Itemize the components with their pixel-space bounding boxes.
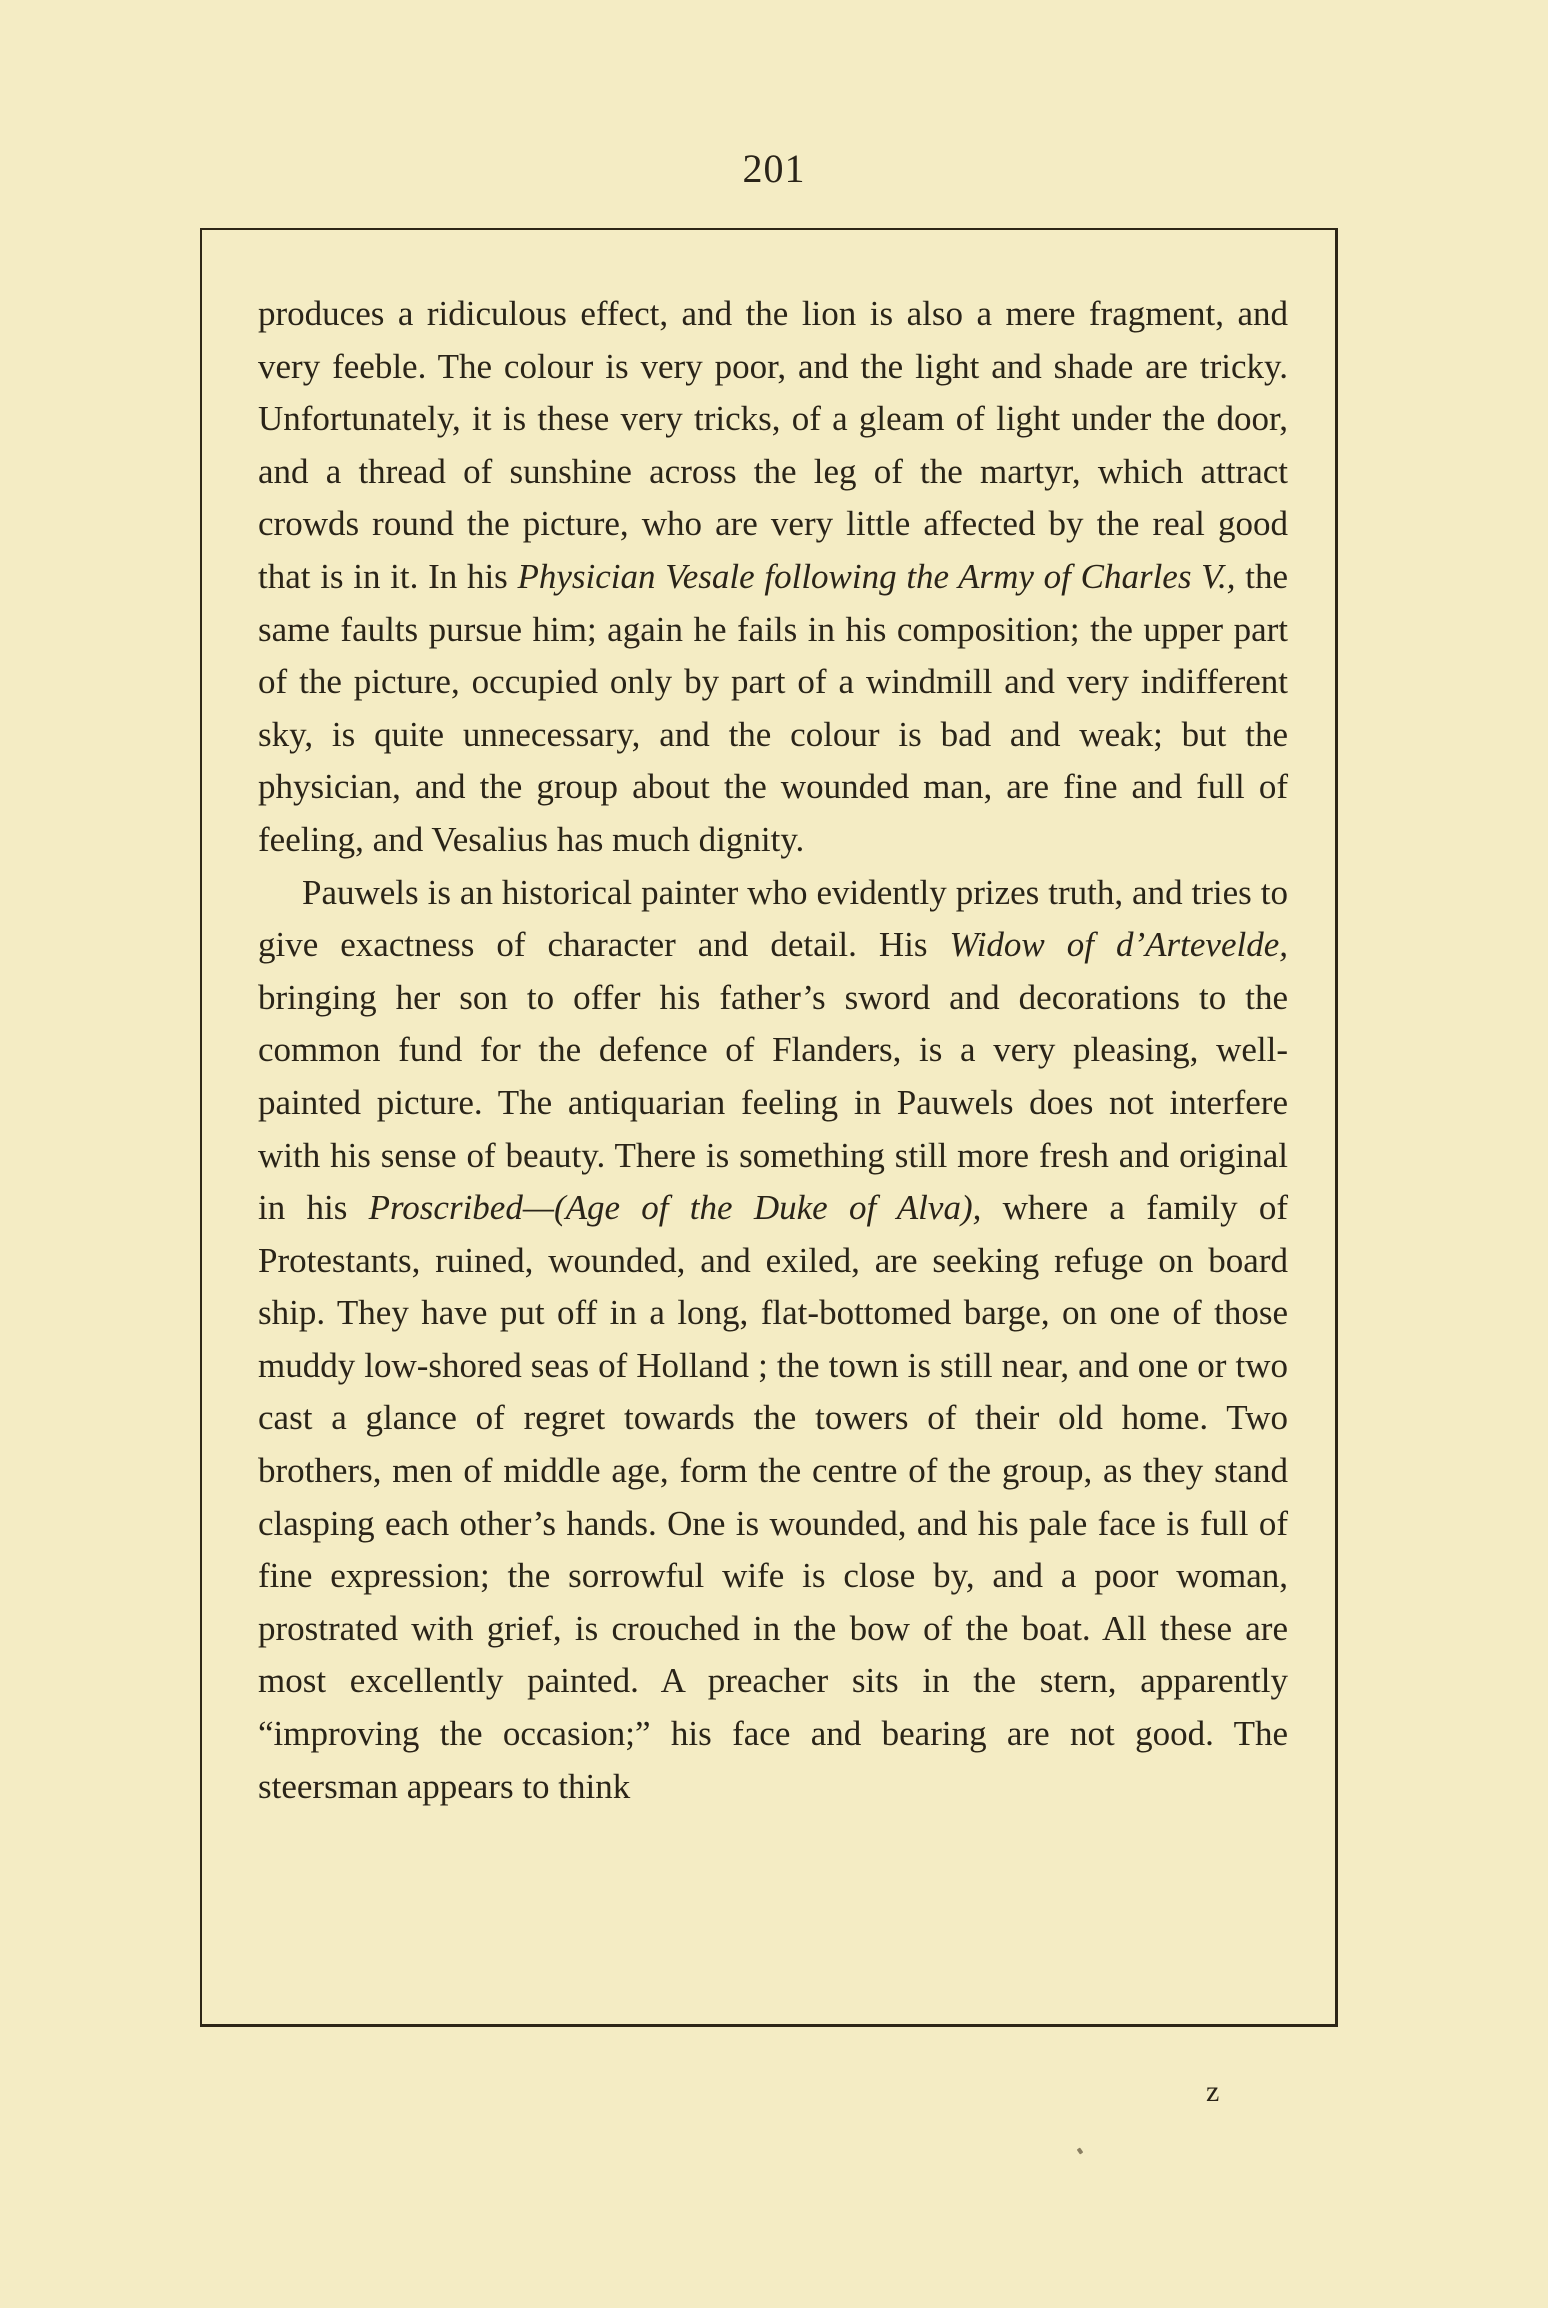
- body-text: [258, 288, 1288, 1813]
- paragraph-text: bringing her son to offer his father’s sword and decorations to the common fund for the defence of Flanders, is a very pleasing, well-painted picture. The antiquarian feeling in Pauwels does not interfere with his sense of beauty. There is something still more fresh and original in his: [258, 977, 1288, 1228]
- paragraph-text: Pauwels is an historical painter who evidently prizes truth, and tries to give exactness of character and detail. His: [258, 872, 1288, 965]
- frame-bottom-rule: [200, 2024, 1338, 2027]
- frame-left-rule: [200, 228, 202, 2026]
- paragraph-text: the same faults pursue him; again he fails in his composition; the upper part of the picture, occupied only by part of a windmill and very indifferent sky, is quite unnecessary, and the colour is bad and weak; but the physician, and the group about the wounded man, are fine and full of feeling, and Vesalius has much dignity.: [258, 556, 1289, 859]
- paragraph: [258, 288, 1288, 867]
- frame-top-rule: [200, 228, 1338, 230]
- artwork-title: Widow of d’Artevelde,: [949, 925, 1289, 965]
- frame-right-rule: [1335, 228, 1338, 2026]
- ink-speck: [1077, 2147, 1084, 2154]
- artwork-title: Physician Vesale following the Army of Charles V.,: [517, 556, 1236, 596]
- signature-mark: z: [1206, 2075, 1220, 2108]
- artwork-title: Proscribed—(Age of the Duke of Alva),: [368, 1188, 982, 1228]
- paragraph-text: where a family of Protestants, ruined, wounded, and exiled, are seeking refuge on board ship. They have put off in a long, flat-bottomed barge, on one of those muddy low-shored seas of Holland ; the town is still near, and one or two cast a glance of regret towards the towers of their old home. Two brothers, men of middle age, form the centre of the group, as they stand clasping each other’s hands. One is wounded, and his pale face is full of fine expression; the sorrowful wife is close by, and a poor woman, prostrated with grief, is crouched in the bow of the boat. All these are most excellently painted. A preacher sits in the stern, apparently “improving the occasion;” his face and bearing are not good. The steersman appears to think: [258, 1188, 1288, 1806]
- page-number: 201: [742, 146, 806, 191]
- paragraph: [258, 867, 1288, 1814]
- paragraph-text: produces a ridiculous effect, and the lion is also a mere fragment, and very feeble. The colour is very poor, and the light and shade are tricky. Unfortunately, it is these very tricks, of a gleam of light under the door, and a thread of sunshine across the leg of the martyr, which attract crowds round the picture, who are very little affected by the real good that is in it. In his: [258, 294, 1288, 596]
